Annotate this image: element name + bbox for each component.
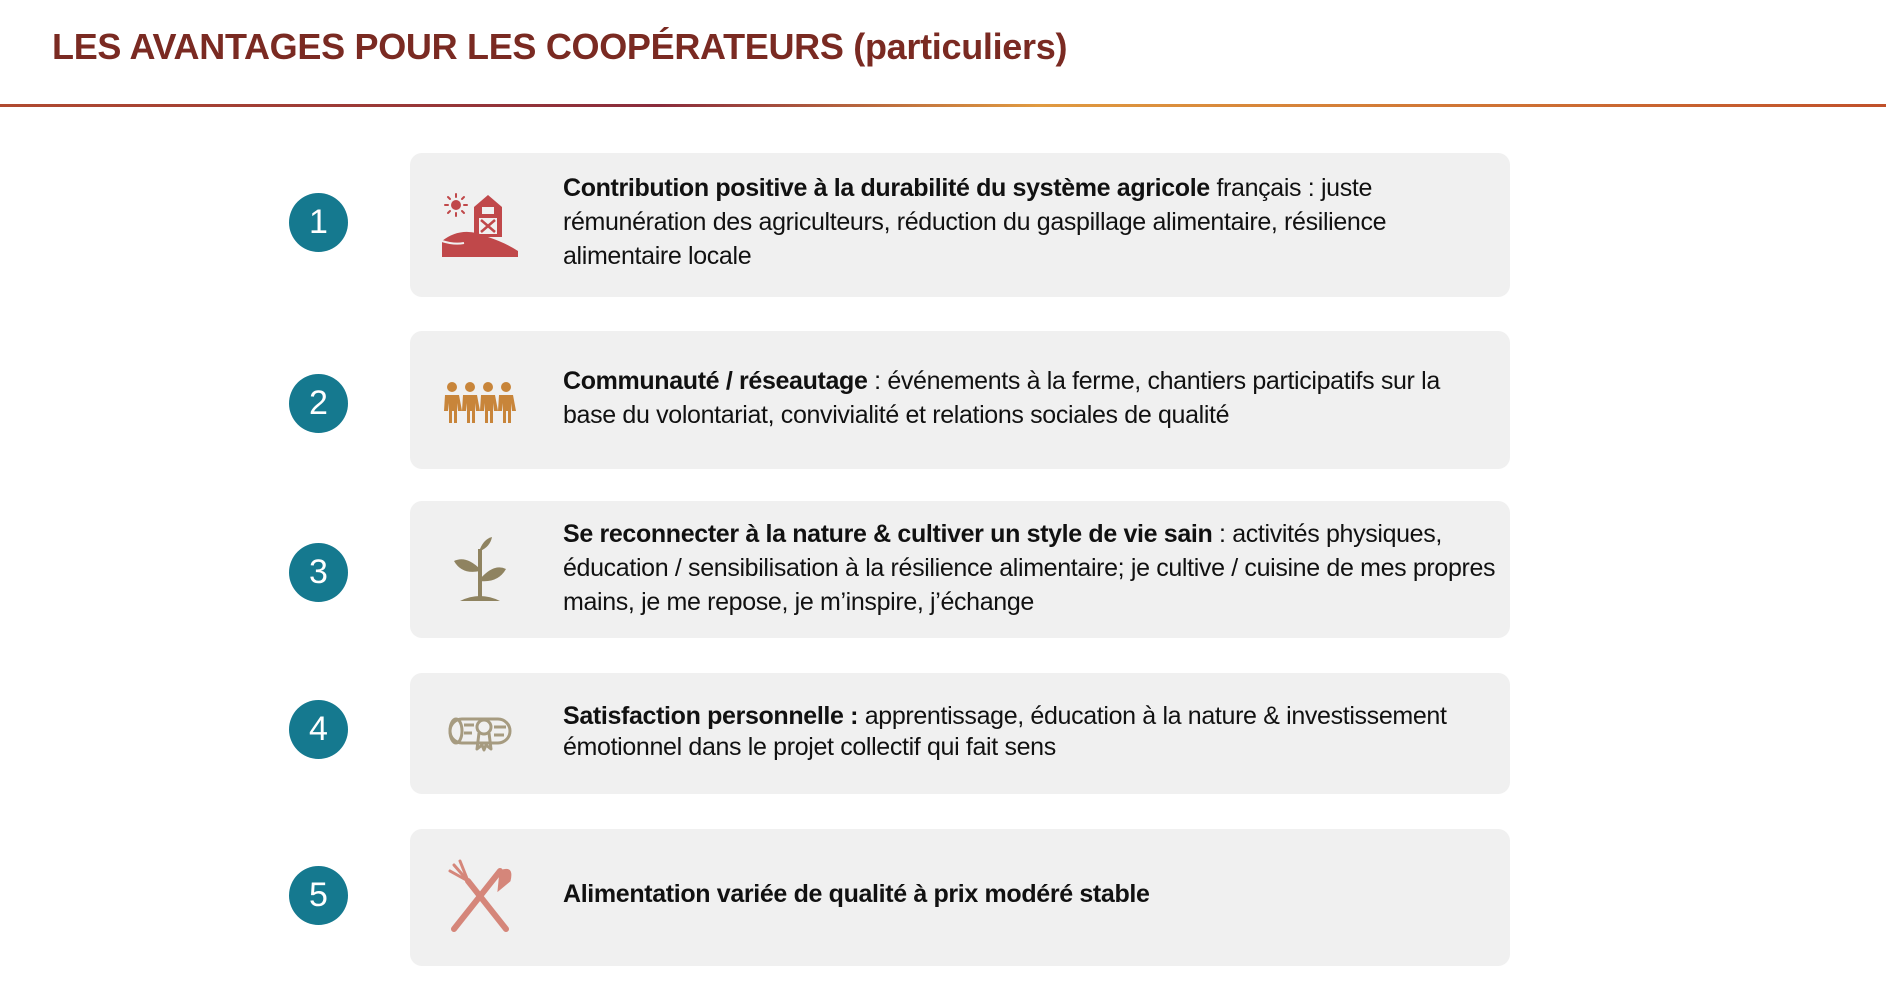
advantage-text-2 bbox=[563, 364, 1498, 432]
advantage-text-5 bbox=[563, 877, 1498, 911]
advantage-desc-4: apprentissage, éducation à la nature & investissement émotionnel dans le projet collectif qui fait sens bbox=[563, 702, 1447, 761]
advantage-card-3 bbox=[410, 501, 1510, 638]
item-number-1: 1 bbox=[289, 193, 348, 252]
advantage-card-4 bbox=[410, 673, 1510, 794]
advantage-title-5: Alimentation variée de qualité à prix modéré stable bbox=[563, 880, 1150, 908]
item-number-3: 3 bbox=[289, 543, 348, 602]
advantage-desc-3: : activités physiques, éducation / sensibilisation à la résilience alimentaire; je cultive / cuisine de mes propres mains, je me repose, je m’inspire, j’échange bbox=[563, 520, 1496, 616]
advantage-desc-2: : événements à la ferme, chantiers participatifs sur la base du volontariat, convivialité et relations sociales de qualité bbox=[563, 367, 1440, 429]
advantage-title-3: Se reconnecter à la nature & cultiver un style de vie sain bbox=[563, 520, 1213, 548]
plant-sprout-icon bbox=[440, 529, 520, 609]
item-number-5: 5 bbox=[289, 866, 348, 925]
advantage-title-1: Contribution positive à la durabilité du système agricole bbox=[563, 174, 1210, 202]
advantage-text-3 bbox=[563, 517, 1498, 619]
advantage-text-4 bbox=[563, 701, 1498, 763]
advantage-desc-1: français : juste rémunération des agriculteurs, réduction du gaspillage alimentaire, résilience alimentaire locale bbox=[563, 174, 1387, 270]
item-number-2: 2 bbox=[289, 374, 348, 433]
item-number-4: 4 bbox=[289, 700, 348, 759]
barn-sun-icon bbox=[440, 185, 520, 265]
advantage-card-2 bbox=[410, 331, 1510, 469]
advantage-card-1 bbox=[410, 153, 1510, 297]
diploma-scroll-icon bbox=[440, 693, 520, 773]
advantage-title-4: Satisfaction personnelle : bbox=[563, 702, 859, 730]
fork-knife-icon bbox=[440, 857, 520, 937]
advantage-card-5 bbox=[410, 829, 1510, 966]
page-title: LES AVANTAGES POUR LES COOPÉRATEURS (particuliers) bbox=[52, 26, 1068, 67]
advantage-title-2: Communauté / réseautage bbox=[563, 367, 868, 395]
title-divider bbox=[0, 104, 1886, 107]
advantage-text-1 bbox=[563, 171, 1498, 273]
people-group-icon bbox=[440, 365, 520, 445]
